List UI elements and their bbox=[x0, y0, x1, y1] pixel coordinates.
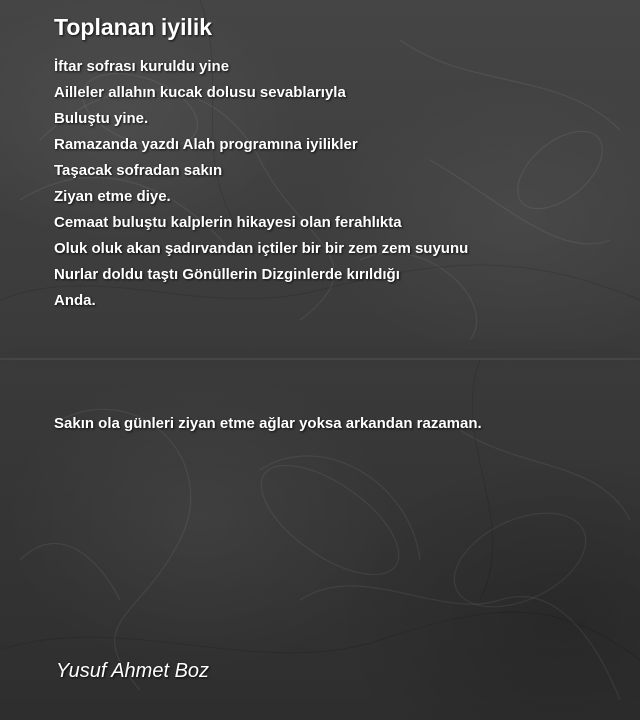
poem-line: Oluk oluk akan şadırvandan içtiler bir bir zem zem suyunu bbox=[54, 240, 469, 257]
poem-line: Ailleler allahın kucak dolusu sevablarıyla bbox=[54, 84, 346, 101]
poem-line: Nurlar doldu taştı Gönüllerin Dizginlerde kırıldığı bbox=[54, 266, 400, 283]
poem-author: Yusuf Ahmet Boz bbox=[56, 660, 210, 682]
poem-line: Taşacak sofradan sakın bbox=[54, 162, 223, 179]
poem-line: İftar sofrası kuruldu yine bbox=[54, 58, 230, 75]
section-divider bbox=[0, 358, 640, 360]
poem-line: Buluştu yine. bbox=[54, 110, 149, 127]
poem-title: Toplanan iyilik bbox=[54, 14, 213, 40]
poem-closing-line: Sakın ola günleri ziyan etme ağlar yoksa arkandan razaman. bbox=[54, 415, 482, 432]
poem-line: Anda. bbox=[54, 292, 96, 309]
poem-line: Cemaat buluştu kalplerin hikayesi olan ferahlıkta bbox=[54, 214, 402, 231]
poem-line: Ramazanda yazdı Alah programına iyilikler bbox=[54, 136, 358, 153]
poem-stanza bbox=[54, 54, 468, 314]
poem-line: Ziyan etme diye. bbox=[54, 188, 171, 205]
